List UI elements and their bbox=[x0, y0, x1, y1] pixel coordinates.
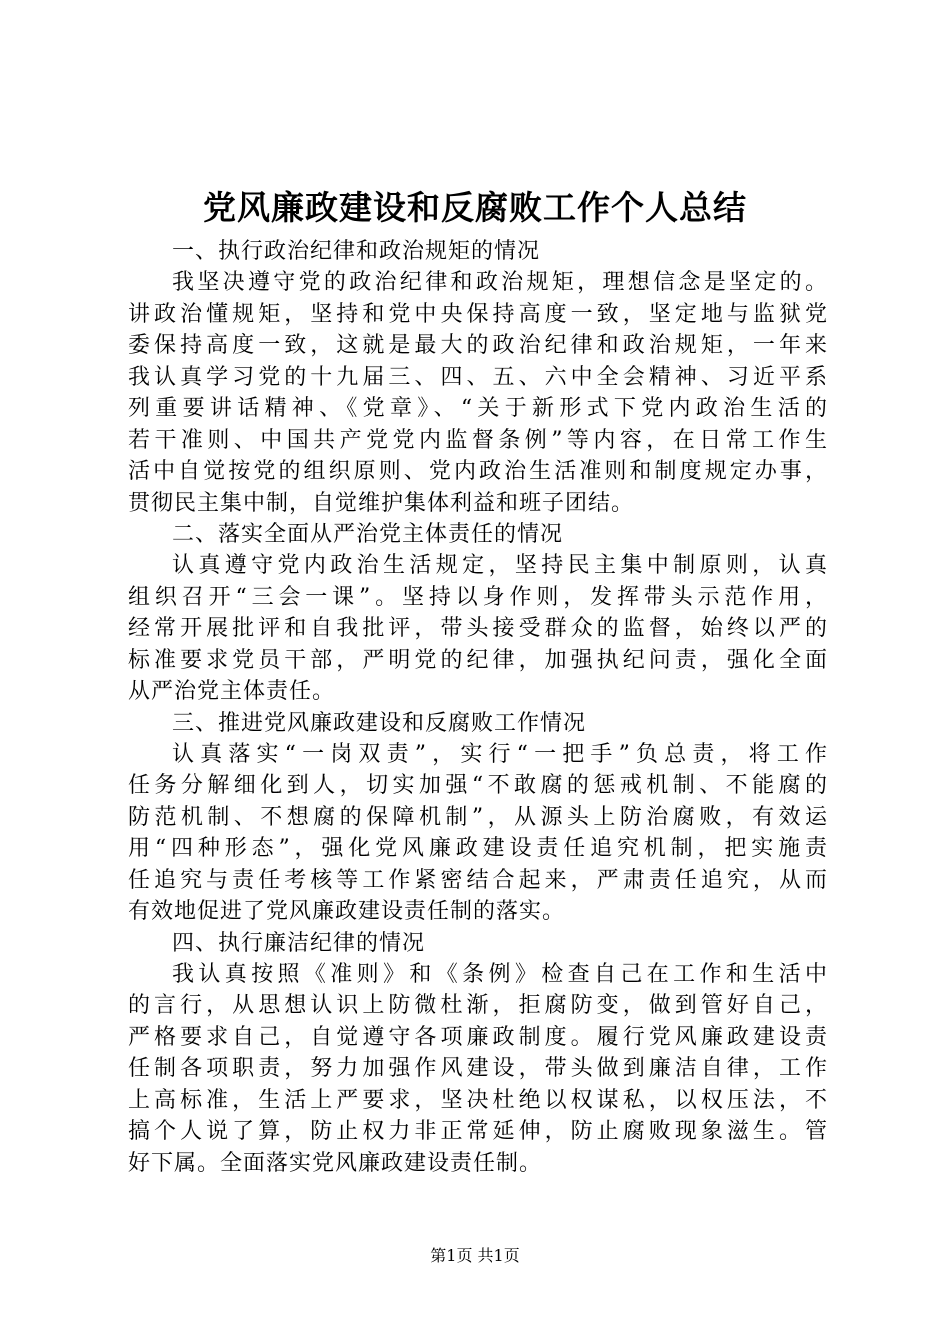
paragraph-line: 委保持高度一致，这就是最大的政治纪律和政治规矩，一年来 bbox=[128, 333, 828, 358]
section-heading: 三、推进党风廉政建设和反腐败工作情况 bbox=[172, 710, 587, 736]
paragraph-line: 好下属。全面落实党风廉政建设责任制。 bbox=[128, 1150, 543, 1176]
paragraph-line: 任务分解细化到人，切实加强“不敢腐的惩戒机制、不能腐的 bbox=[128, 773, 828, 798]
paragraph-line: 认真遵守党内政治生活规定，坚持民主集中制原则，认真 bbox=[172, 553, 828, 578]
section-heading: 四、执行廉洁纪律的情况 bbox=[172, 930, 426, 956]
section-paragraph bbox=[128, 267, 828, 519]
paragraph-line: 贯彻民主集中制，自觉维护集体利益和班子团结。 bbox=[128, 490, 635, 516]
paragraph-line: 讲政治懂规矩，坚持和党中央保持高度一致，坚定地与监狱党 bbox=[128, 301, 828, 327]
paragraph-line: 有效地促进了党风廉政建设责任制的落实。 bbox=[128, 899, 566, 924]
paragraph-line: 从严治党主体责任。 bbox=[128, 679, 336, 704]
paragraph-line: 任制各项职责，努力加强作风建设，带头做到廉洁自律，工作 bbox=[128, 1056, 828, 1081]
paragraph-line: 活中自觉按党的组织原则、党内政治生活准则和制度规定办事， bbox=[128, 459, 828, 484]
paragraph-line: 经常开展批评和自我批评，带头接受群众的监督，始终以严的 bbox=[128, 616, 828, 641]
paragraph-line: 严格要求自己，自觉遵守各项廉政制度。履行党风廉政建设责 bbox=[128, 1024, 828, 1050]
paragraph-line: 组织召开“三会一课”。坚持以身作则，发挥带头示范作用， bbox=[128, 584, 828, 610]
document-body bbox=[128, 236, 828, 1179]
paragraph-line: 上高标准，生活上严要求，坚决杜绝以权谋私，以权压法，不 bbox=[128, 1087, 828, 1113]
section-1 bbox=[128, 236, 828, 519]
paragraph-line: 任追究与责任考核等工作紧密结合起来，严肃责任追究，从而 bbox=[128, 867, 828, 893]
section-paragraph bbox=[128, 739, 828, 928]
paragraph-line: 我认真学习党的十九届三、四、五、六中全会精神、习近平系 bbox=[128, 364, 828, 390]
section-heading: 一、执行政治纪律和政治规矩的情况 bbox=[172, 239, 541, 264]
paragraph-line: 防范机制、不想腐的保障机制”，从源头上防治腐败，有效运 bbox=[128, 804, 828, 830]
page-footer: 第1页 共1页 bbox=[430, 1246, 520, 1265]
section-3 bbox=[128, 708, 828, 928]
paragraph-line: 我认真按照《准则》和《条例》检查自己在工作和生活中 bbox=[172, 961, 828, 987]
paragraph-line: 搞个人说了算，防止权力非正常延伸，防止腐败现象滋生。管 bbox=[128, 1119, 828, 1144]
paragraph-line: 列重要讲话精神、《党章》、“关于新形式下党内政治生活的 bbox=[128, 396, 828, 421]
paragraph-line: 的言行，从思想认识上防微杜渐，拒腐防变，做到管好自己， bbox=[128, 993, 828, 1018]
paragraph-line: 标准要求党员干部，严明党的纪律，加强执纪问责，强化全面 bbox=[128, 647, 828, 673]
paragraph-line: 我坚决遵守党的政治纪律和政治规矩，理想信念是坚定的。 bbox=[172, 270, 828, 295]
section-heading: 二、落实全面从严治党主体责任的情况 bbox=[172, 522, 564, 547]
document-title: 党风廉政建设和反腐败工作个人总结 bbox=[203, 188, 747, 227]
section-2 bbox=[128, 519, 828, 708]
paragraph-line: 用“四种形态”，强化党风廉政建设责任追究机制，把实施责 bbox=[128, 836, 828, 861]
paragraph-line: 认真落实“一岗双责”，实行“一把手”负总责，将工作 bbox=[172, 741, 828, 767]
paragraph-line: 若干准则、中国共产党党内监督条例”等内容，在日常工作生 bbox=[128, 427, 828, 453]
section-paragraph bbox=[128, 550, 828, 708]
section-4 bbox=[128, 928, 828, 1180]
section-paragraph bbox=[128, 959, 828, 1180]
